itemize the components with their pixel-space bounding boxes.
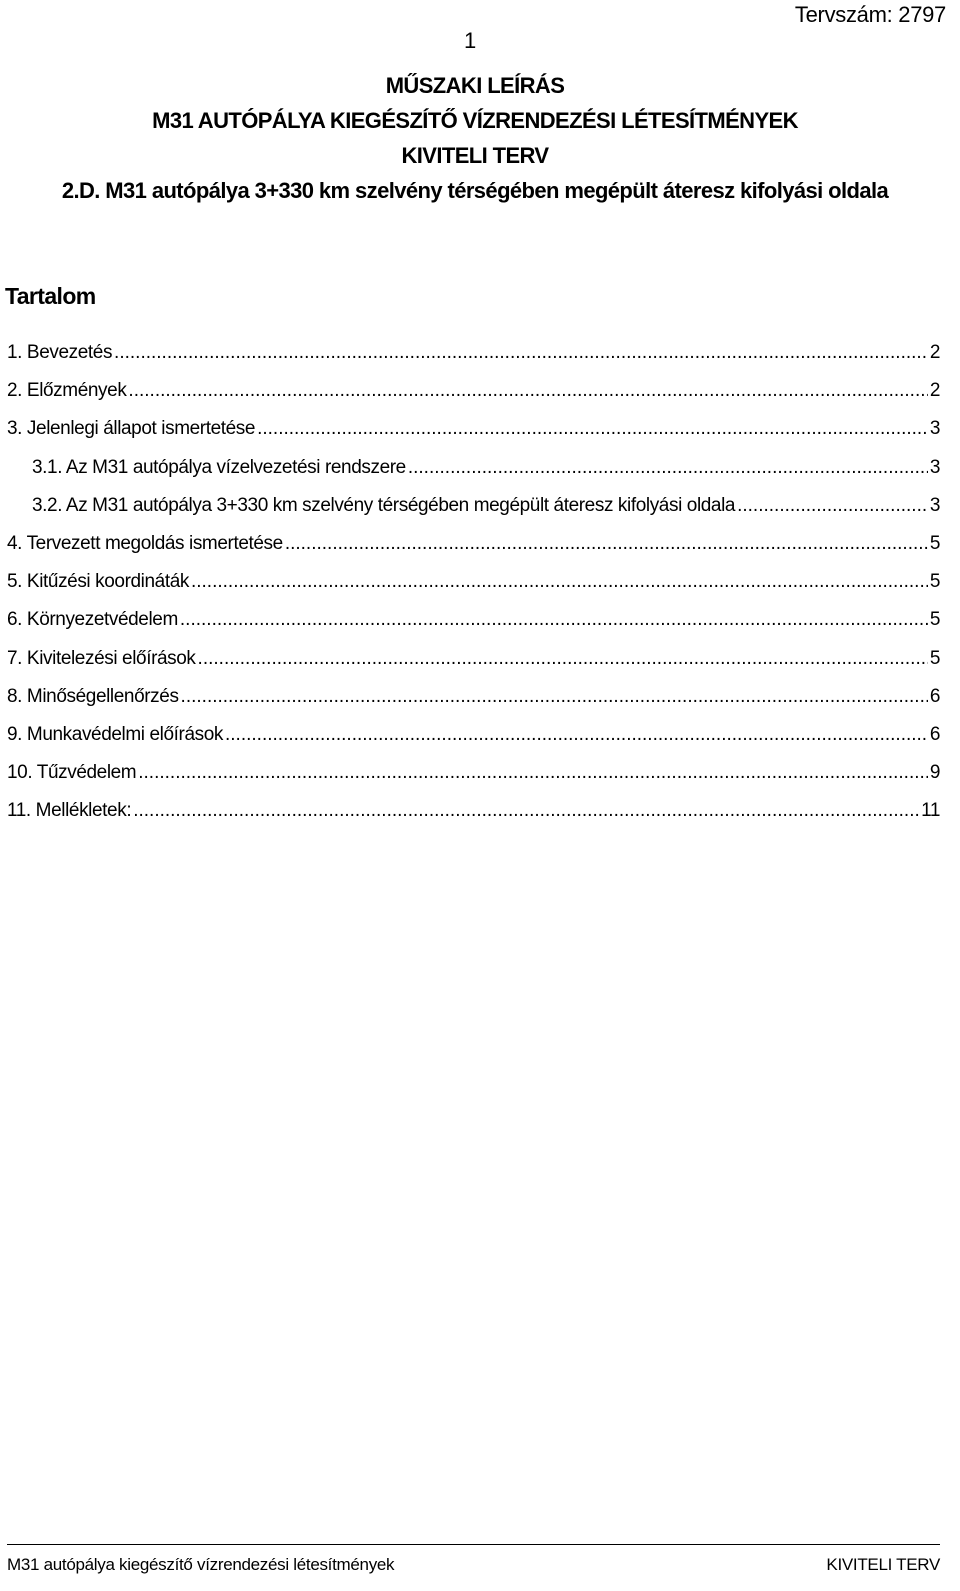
toc-dot-leader: [198, 648, 928, 670]
toc-dot-leader: [737, 495, 928, 517]
toc-entry-page: 2: [929, 380, 940, 402]
toc-entry-page: 9: [929, 762, 940, 784]
toc-entry-label: 2. Előzmények: [7, 380, 127, 402]
title-line-3: KIVITELI TERV: [401, 143, 549, 168]
toc-subentry[interactable]: [7, 457, 940, 495]
toc-dot-leader: [191, 571, 928, 593]
toc-entry-label: 3.1. Az M31 autópálya vízelvezetési rendszere: [32, 456, 406, 478]
toc-entry-label: 3. Jelenlegi állapot ismertetése: [7, 418, 256, 440]
toc-dot-leader: [138, 762, 928, 784]
toc-entry-label: 10. Tűzvédelem: [7, 762, 137, 784]
toc-entry-page: 5: [929, 571, 940, 593]
page-number: 1: [464, 28, 476, 53]
footer-project-name: M31 autópálya kiegészítő vízrendezési létesítmények: [7, 1555, 395, 1574]
toc-entry-page: 5: [929, 609, 940, 631]
toc-entry-page: 11: [921, 800, 940, 822]
footer-document-type: KIVITELI TERV: [826, 1555, 940, 1574]
toc-entry[interactable]: [7, 686, 940, 724]
footer-divider: [7, 1544, 940, 1545]
toc-dot-leader: [257, 418, 928, 440]
toc-dot-leader: [225, 724, 928, 746]
toc-entry-label: 5. Kitűzési koordináták: [7, 571, 189, 593]
toc-entry[interactable]: [7, 571, 940, 609]
toc-entry-page: 6: [929, 723, 940, 745]
toc-dot-leader: [408, 457, 928, 479]
toc-entry[interactable]: [7, 418, 940, 456]
toc-entry-label: 3.2. Az M31 autópálya 3+330 km szelvény térségében megépült áteresz kifolyási oldala: [32, 494, 736, 516]
toc-heading: Tartalom: [5, 283, 96, 309]
toc-entry-label: 8. Minőségellenőrzés: [7, 685, 179, 707]
toc-entry-page: 2: [929, 342, 940, 363]
toc-entry-label: 4. Tervezett megoldás ismertetése: [7, 532, 283, 554]
title-line-4: 2.D. M31 autópálya 3+330 km szelvény térségében megépült áteresz kifolyási oldala: [61, 178, 889, 203]
toc-dot-leader: [285, 533, 928, 555]
toc-entry-page: 6: [929, 685, 940, 707]
toc-dot-leader: [181, 686, 928, 708]
title-line-1: MŰSZAKI LEÍRÁS: [385, 73, 565, 98]
toc-entry[interactable]: [7, 800, 940, 838]
toc-entry[interactable]: [7, 648, 940, 686]
toc-entry[interactable]: [7, 724, 940, 762]
toc-entry-label: 9. Munkavédelmi előírások: [7, 723, 223, 745]
table-of-contents: [7, 342, 940, 838]
toc-entry-page: 5: [929, 647, 940, 669]
toc-entry-label: 7. Kivitelezési előírások: [7, 647, 196, 669]
project-number: Tervszám: 2797: [794, 2, 946, 27]
toc-dot-leader: [128, 380, 927, 402]
toc-entry[interactable]: [7, 609, 940, 647]
toc-entry-page: 5: [929, 532, 940, 554]
toc-entry-label: 11. Mellékletek:: [7, 800, 132, 822]
toc-entry-page: 3: [929, 494, 940, 516]
document-title: [0, 68, 950, 208]
title-line-2: M31 AUTÓPÁLYA KIEGÉSZÍTŐ VÍZRENDEZÉSI LÉTESÍTMÉNYEK: [152, 108, 798, 133]
toc-subentry[interactable]: [7, 495, 940, 533]
toc-entry[interactable]: [7, 342, 940, 380]
toc-entry-page: 3: [929, 418, 940, 440]
toc-entry[interactable]: [7, 380, 940, 418]
toc-entry-label: 6. Környezetvédelem: [7, 609, 178, 631]
toc-entry-page: 3: [929, 456, 940, 478]
toc-dot-leader: [180, 609, 928, 631]
toc-entry[interactable]: [7, 533, 940, 571]
toc-dot-leader: [114, 342, 928, 364]
toc-entry[interactable]: [7, 762, 940, 800]
toc-entry-label: 1. Bevezetés: [7, 342, 113, 363]
toc-dot-leader: [133, 800, 919, 822]
